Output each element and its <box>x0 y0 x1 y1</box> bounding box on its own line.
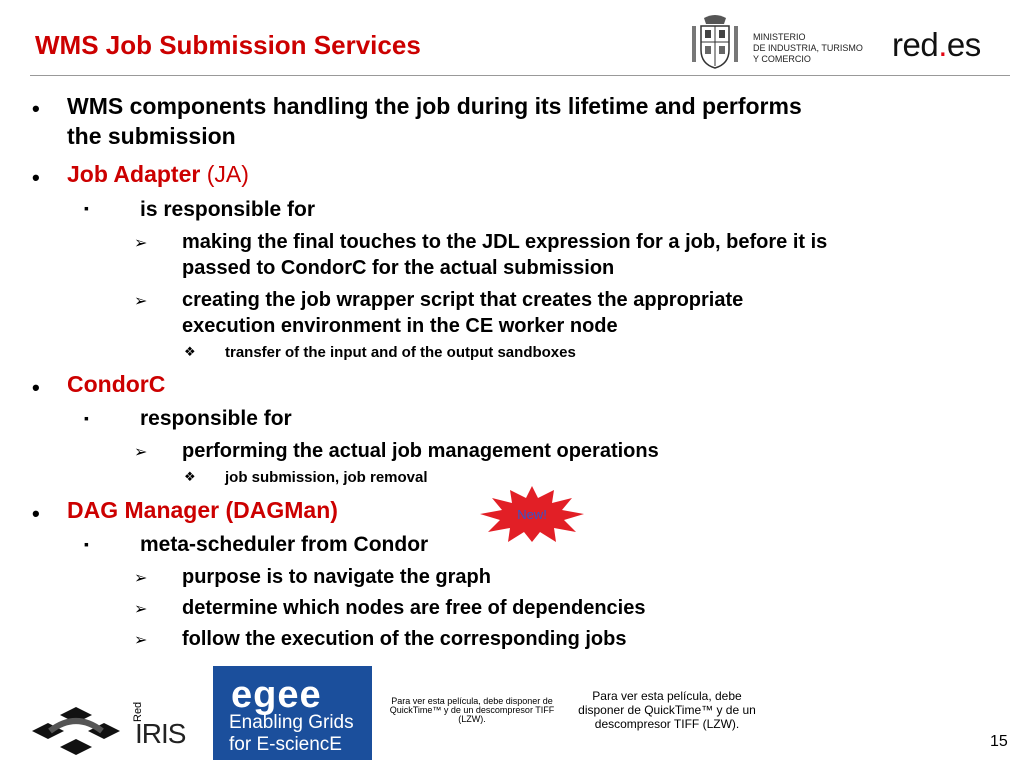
square-bullet: ▪ <box>84 410 89 426</box>
arrow-bullet-icon: ➢ <box>134 444 148 461</box>
new-star-icon <box>478 486 586 542</box>
slide-title: WMS Job Submission Services <box>35 30 421 60</box>
subsub-job-management: performing the actual job management operations <box>182 440 659 462</box>
subsub-navigate-graph: purpose is to navigate the graph <box>182 566 491 588</box>
square-bullet: ▪ <box>84 536 89 552</box>
bullet-dagman: DAG Manager (DAGMan) <box>67 497 338 523</box>
bullet-dot: • <box>32 375 40 400</box>
sub-meta-scheduler: meta-scheduler from Condor <box>140 533 429 556</box>
title-divider <box>30 75 1010 76</box>
arrow-bullet-icon: ➢ <box>134 632 148 649</box>
arrow-bullet-icon: ➢ <box>134 293 148 310</box>
item-submission-removal: job submission, job removal <box>225 469 428 486</box>
subsub-job-wrapper: creating the job wrapper script that creates the appropriate <box>182 289 744 311</box>
bullet-dot: • <box>32 96 40 121</box>
rediris-small-text: Red <box>132 701 144 722</box>
subsub-final-touches-cont: passed to CondorC for the actual submission <box>182 257 615 279</box>
egee-wordmark: egee <box>231 674 322 716</box>
spanish-crest-icon <box>690 12 740 70</box>
diamond-bullet-icon: ❖ <box>184 344 196 359</box>
rediris-text: IRIS <box>135 718 186 749</box>
sub-is-responsible: is responsible for <box>140 198 316 221</box>
subsub-job-wrapper-cont: execution environment in the CE worker node <box>182 315 618 337</box>
bullet-wms-components: WMS components handling the job during its lifetime and performs <box>67 93 802 119</box>
subsub-final-touches: making the final touches to the JDL expression for a job, before it is <box>182 231 828 253</box>
rediris-logo-icon <box>30 705 122 757</box>
quicktime-placeholder-large: Para ver esta película, debe disponer de QuickTime™ y de un descompresor TIFF (LZW). <box>578 689 756 731</box>
bullet-job-adapter: Job Adapter (JA) <box>67 161 249 187</box>
arrow-bullet-icon: ➢ <box>134 235 148 252</box>
diamond-bullet-icon: ❖ <box>184 469 196 484</box>
arrow-bullet-icon: ➢ <box>134 570 148 587</box>
arrow-bullet-icon: ➢ <box>134 601 148 618</box>
subsub-follow-execution: follow the execution of the corresponding jobs <box>182 628 627 650</box>
quicktime-placeholder-small: Para ver esta película, debe disponer de QuickTime™ y de un descompresor TIFF (LZW). <box>389 696 555 724</box>
egee-logo <box>213 666 372 760</box>
page-number: 15 <box>990 733 1008 750</box>
bullet-wms-components-cont: the submission <box>67 123 236 149</box>
item-sandboxes: transfer of the input and of the output sandboxes <box>225 344 576 361</box>
bullet-dot: • <box>32 165 40 190</box>
new-badge-label: New! <box>517 507 547 522</box>
ministry-label: MINISTERIO DE INDUSTRIA, TURISMO Y COMERCIO <box>753 32 863 64</box>
subsub-free-dependencies: determine which nodes are free of dependencies <box>182 597 646 619</box>
bullet-condorc: CondorC <box>67 371 166 397</box>
bullet-dot: • <box>32 501 40 526</box>
egee-tagline-2: for E-sciencE <box>229 734 342 755</box>
square-bullet: ▪ <box>84 200 89 216</box>
egee-tagline-1: Enabling Grids <box>229 712 354 733</box>
sub-responsible-for: responsible for <box>140 407 292 430</box>
redes-logo: red.es <box>892 26 981 63</box>
